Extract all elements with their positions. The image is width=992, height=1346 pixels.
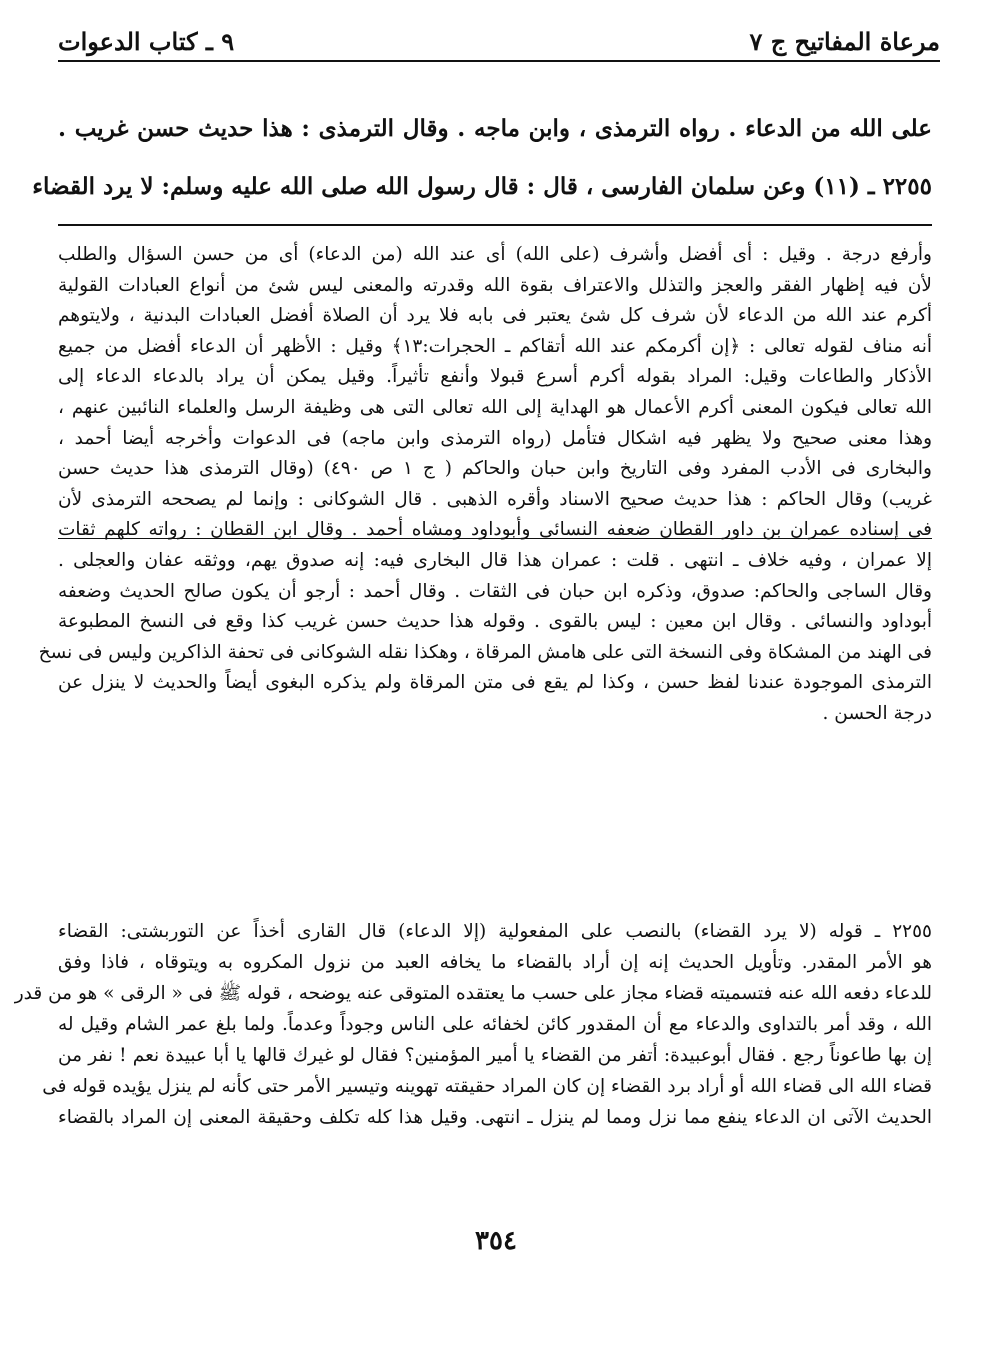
header-divider <box>58 60 940 61</box>
chapter-title: ٩ ـ كتاب الدعوات <box>58 27 235 56</box>
commentary-line: درجة الحسن . <box>822 702 932 724</box>
commentary-line: فى إسناده عمران بن داور القطان ضعفه النسائى وأبوداود ومشاه أحمد . وقال ابن القطان : رواته كلهم ثقات <box>58 519 932 541</box>
commentary-line: والبخارى فى الأدب المفرد وفى التاريخ وابن حبان والحاكم ( ج ١ ص ٤٩٠) (وقال الترمذى هذا حديث حسن <box>58 458 932 480</box>
commentary-line: أبوداود والنسائى . وقال ابن معين : ليس بالقوى . وقوله هذا حديث حسن غريب كذا وقع فى النسخ المطبوعة <box>58 611 932 633</box>
commentary-line: أكرم عند الله من الدعاء لأن شرف كل شئ يعتبر فى بابه فلا يرد أن الصلاة أفضل العبادات البدنية ، ولايتوهم <box>58 305 932 327</box>
commentary-line: فى الهند من المشكاة وفى النسخة التى على هامش المرقاة ، وهكذا نقله الشوكانى فى تحفة الذاكرين وليس فى نسخ <box>38 641 932 663</box>
commentary-line: قضاء الله الى قضاء الله أو أراد برد القضاء إن كان المراد حقيقته تهوينه وتيسير الأمر حتى كأنه لم ينزل يؤيده قوله فى <box>42 1076 932 1097</box>
commentary-line: الله تعالى فيكون المعنى أكرم الأعمال هو الهداية إلى الله تعالى التى هى وظيفة الرسل والعلماء النائبين عنهم ، <box>58 396 932 418</box>
commentary-line: إن بها طاعوناً رجع . فقال أبوعبيدة: أتفر من القضاء يا أمير المؤمنين؟ فقال لو غيرك قالها يا أبا عبيدة نعم ! نفر من <box>58 1045 932 1066</box>
hadith-line: على الله من الدعاء . رواه الترمذى ، وابن ماجه . وقال الترمذى : هذا حديث حسن غريب . <box>58 115 932 142</box>
commentary-block-2 <box>14 916 932 1133</box>
commentary-line: وهذا معنى صحيح ولا يظهر فيه اشكال فتأمل (رواه الترمذى وابن ماجه) فى الدعوات وأخرجه أيضا أحمد ، <box>58 427 932 449</box>
commentary-line: وقال الساجى والحاكم: صدوق، وذكره ابن حبان فى الثقات . وقال أحمد : أرجو أن يكون صالح الحديث وضعفه <box>58 580 932 602</box>
hadith-text <box>32 100 932 216</box>
section-divider <box>58 224 932 226</box>
commentary-block <box>38 240 932 730</box>
commentary-line: هو الأمر المقدر. وتأويل الحديث إنه إن أراد بالقضاء ما يخافه العبد من نزول المكروه به ويتوقاه ، فاذا وفق <box>58 952 932 973</box>
commentary-line: غريب) وقال الحاكم : هذا حديث صحيح الاسناد وأقره الذهبى . قال الشوكانى : وإنما لم يصححه الترمذى لأن <box>58 488 932 510</box>
hadith-line: ٢٢٥٥ ـ (١١) وعن سلمان الفارسى ، قال : قال رسول الله صلى الله عليه وسلم: لا يرد القضاء <box>32 173 932 200</box>
commentary-line: الترمذى الموجودة عندنا لفظ حسن ، وكذا لم يقع فى متن المرقاة ولم يذكره البغوى أيضاً والحديث لا ينزل عن <box>58 672 932 694</box>
page-number: ٣٥٤ <box>475 1226 517 1256</box>
book-title: مرعاة المفاتيح ج ٧ <box>749 27 940 56</box>
running-header <box>58 14 940 62</box>
commentary-line: الحديث الآتى ان الدعاء ينفع مما نزل ومما لم ينزل ـ انتهى. وقيل هذا كله تكلف وحقيقة المعنى إن المراد بالقضاء <box>58 1107 932 1128</box>
commentary-line: لأن فيه إظهار الفقر والعجز والتذلل والاعتراف بقوة الله وقدرته والمعنى ليس شئ من أنواع العبادات القولية <box>58 274 932 296</box>
commentary-line: أنه مناف لقوله تعالى : ﴿إن أكرمكم عند الله أتقاكم ـ الحجرات:١٣﴾ وقيل : الأظهر أن الدعاء أفضل من جميع <box>58 335 932 357</box>
commentary-line: للدعاء دفعه الله عنه فتسميته قضاء مجاز على حسب ما يعتقده المتوقى عنه يوضحه ، قوله ﷺ فى « الرقى » هو من قدر <box>14 983 932 1004</box>
commentary-line: الأذكار والطاعات وقيل: المراد بقوله أكرم أسرع قبولا وأنفع تأثيراً. وقيل يمكن أن يراد بالدعاء الدعاء إلى <box>58 366 932 388</box>
commentary-line: وأرفع درجة . وقيل : أى أفضل وأشرف (على الله) أى عند الله (من الدعاء) أى من حسن السؤال والطلب <box>58 244 932 265</box>
commentary-line: الله ، وقد أمر بالتداوى والدعاء مع أن المقدور كائن لخفائه على الناس وجوداً وعدماً. ولما بلغ عمر الشام وقيل له <box>58 1014 932 1035</box>
commentary-underline <box>58 538 932 539</box>
commentary-line: إلا عمران ، وفيه خلاف ـ انتهى . قلت : عمران هذا قال البخارى فيه: إنه صدوق يهم، ووثقه عفان والعجلى . <box>58 549 932 571</box>
commentary-line: ٢٢٥٥ ـ قوله (لا يرد القضاء) بالنصب على المفعولية (إلا الدعاء) قال القارى أخذاً عن التوربشتى: القضاء <box>58 921 932 942</box>
